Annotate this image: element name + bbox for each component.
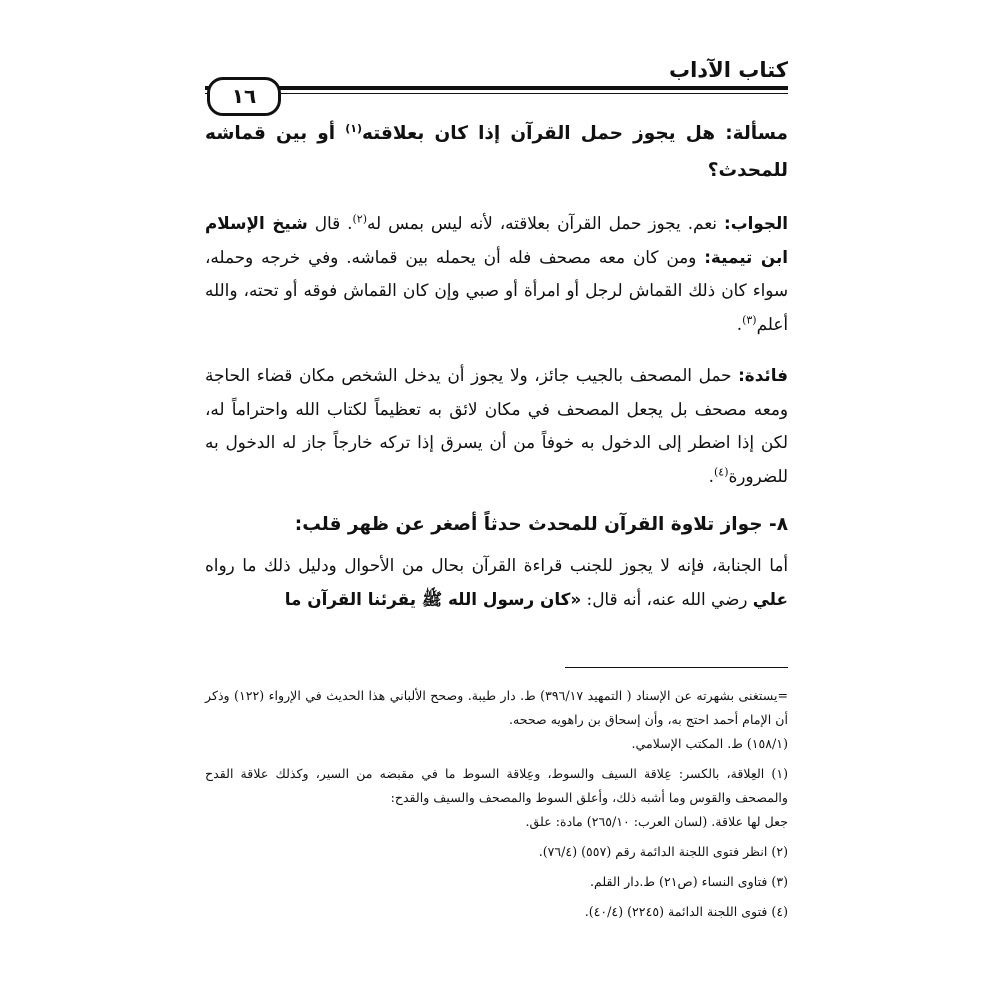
footnote-continued-tail: (١٥٨/١) ط. المكتب الإسلامي. [631,736,788,751]
question-text-before: هل يجوز حمل القرآن إذا كان بعلاقته [362,123,726,144]
benefit-label: فائدة: [738,365,788,385]
hadith-quote: «كان رسول الله ﷺ يقرئنا القرآن ما [284,588,582,609]
benefit-paragraph [205,359,788,493]
answer-label: الجواب: [724,213,788,233]
footnote-2: (٢) انظر فتوى اللجنة الدائمة رقم (٥٥٧) (٧٦/٤). [538,844,788,859]
footnote-ref-4: (٤) [714,464,729,478]
running-title: كتاب الآداب [669,58,788,82]
answer-text-4: . [736,313,743,334]
footnote-4: (٤) فتوى اللجنة الدائمة (٢٢٤٥) (٤٠/٤). [584,904,788,919]
footnote-ref-2: (٢) [352,212,367,226]
header-rule-thick [205,86,788,90]
footnote-separator [565,667,788,668]
sheikh-name: شيخ الإسلام ابن تيمية: [205,213,789,267]
answer-text-2: . قال [307,213,353,233]
footnote-continued: =يستغنى بشهرته عن الإسناد ( التمهيد ٣٩٦/١٧) ط. دار طيبة. وصحح الألباني هذا الحديث في الإرواء (١٢٢) وذكر أن الإمام أحمد احتج به، وأن إسحاق بن راهويه صححه. [205,688,788,727]
benefit-text-1: حمل المصحف بالجيب جائز، ولا يجوز أن يدخل الشخص مكان قضاء الحاجة ومعه مصحف بل يجعل المصحف في مكان لائق به تعظيماً لكتاب الله واحتراماً له، لكن إذا اضطر إلى الدخول به خوفاً من أن يسرق إذا تركه خارجاً جاز له الدخول به للضرورة [205,365,788,486]
footnote-ref-3: (٣) [742,312,757,326]
footnote-ref-1: (١) [345,121,363,135]
janaba-paragraph [205,549,788,616]
question-text-after: أو بين قماشه للمحدث؟ [205,123,788,181]
answer-text-1: نعم. يجوز حمل القرآن بعلاقته، لأنه ليس بمس له [367,213,724,233]
janaba-text-2: رضي الله عنه، أنه قال: [581,588,753,609]
question-label: مسألة: [725,123,789,144]
section-heading-8: ٨- جواز تلاوة القرآن للمحدث حدثاً أصغر عن ظهر قلب: [294,514,788,535]
benefit-text-2: . [708,465,714,486]
answer-paragraph [205,207,788,341]
footnote-1-tail: جعل لها علاقة. (لسان العرب: ٢٦٥/١٠) مادة: علق. [525,814,788,829]
footnote-1: (١) العِلاقة، بالكسر: عِلاقة السيف والسوط، وعِلاقة السوط ما في مقبضه من السير، وكذلك علاقة القدح والمصحف والقوس وما أشبه ذلك، وأعلق السوط والمصحف والسيف والقدح: [205,766,788,805]
ali-name: علي [752,588,788,609]
question-paragraph [205,115,788,189]
page-number: ١٦ [207,77,281,116]
header-rule-thin [205,93,788,94]
page-header [205,55,788,110]
answer-text-3: ومن كان معه مصحف فله أن يحمله بين قماشه. وفي خرجه وحمله، سواء كان ذلك القماش لرجل أو امرأة أو صبي وإن كان القماش فوقه أو تحته، والله أعلم [205,246,788,334]
main-text [205,115,788,616]
footnote-3: (٣) فتاوى النساء (ص٢١) ط.دار القلم. [589,874,788,889]
janaba-text-1: أما الجنابة، فإنه لا يجوز للجنب قراءة القرآن بحال من الأحوال ودليل ذلك ما رواه [205,555,788,575]
footnotes [205,684,788,924]
